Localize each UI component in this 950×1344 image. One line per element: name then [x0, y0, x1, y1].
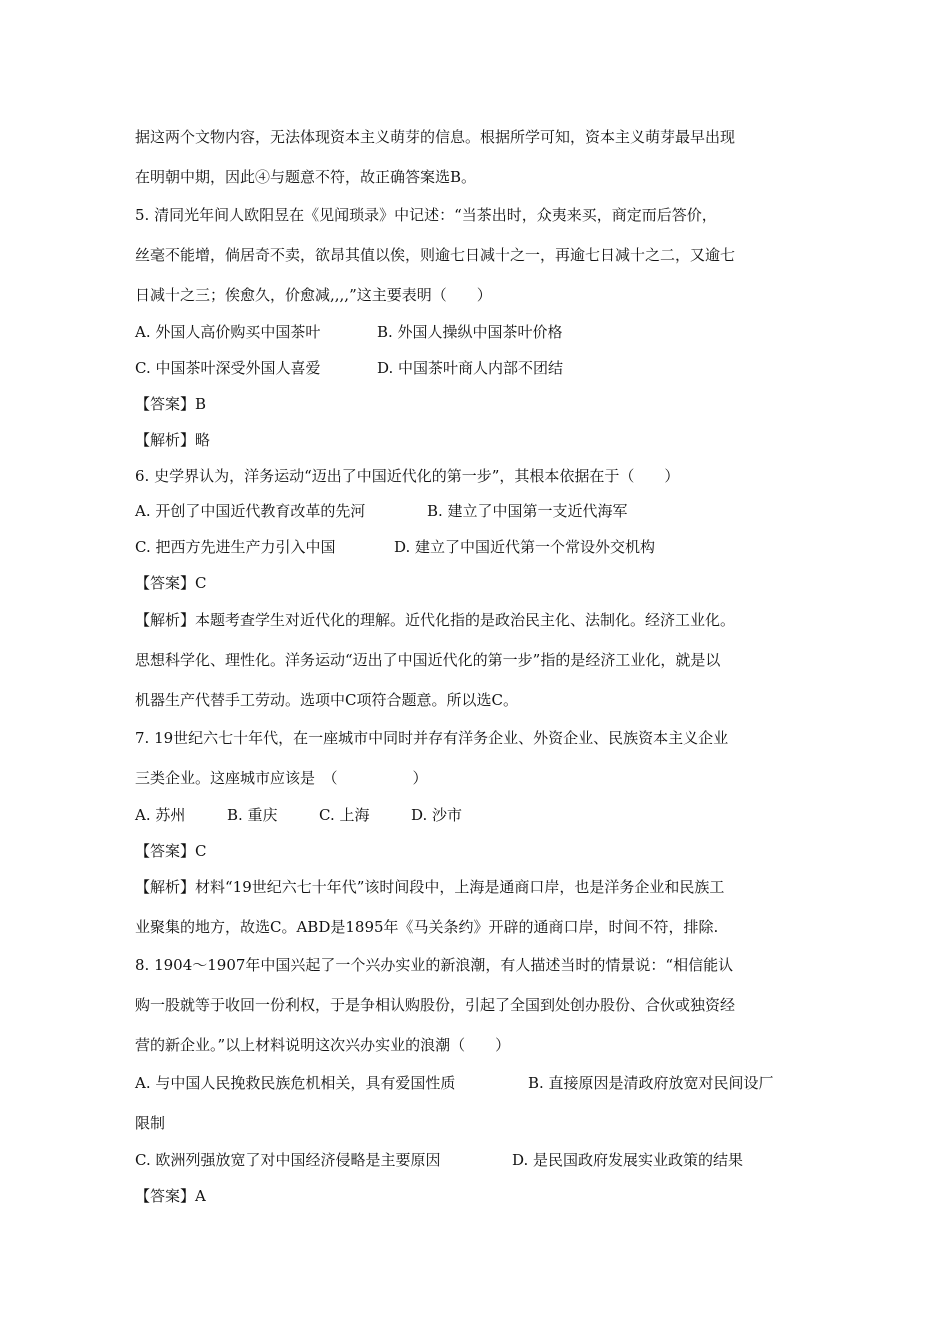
q6-analysis-line-2: 思想科学化、理性化。洋务运动“迈出了中国近代化的第一步”指的是经济工业化，就是以 [135, 651, 721, 669]
q8-options-row-1 [135, 1072, 774, 1094]
q6-answer: 【答案】C [135, 574, 207, 592]
q8-option-d: D. 是民国政府发展实业政策的结果 [512, 1151, 744, 1169]
q8-option-c: C. 欧洲列强放宽了对中国经济侵略是主要原因 [135, 1151, 441, 1169]
q6-option-c: C. 把西方先进生产力引入中国 [135, 538, 336, 556]
q8-option-a: A. 与中国人民挽救民族危机相关，具有爱国性质 [135, 1074, 456, 1092]
q8-options-row-2 [135, 1149, 743, 1171]
q6-stem: 6. 史学界认为，洋务运动“迈出了中国近代化的第一步”，其根本依据在于（ ） [135, 467, 680, 485]
q5-stem-line-2: 丝毫不能增，倘居奇不卖，欲昂其值以俟，则逾七日减十之一，再逾七日减十之二，又逾七 [135, 246, 736, 264]
q8-option-b-continued: 限制 [135, 1114, 166, 1132]
q8-answer: 【答案】A [135, 1187, 206, 1205]
q5-analysis: 【解析】略 [135, 431, 211, 449]
q8-stem-line-3: 营的新企业。”以上材料说明这次兴办实业的浪潮（ ） [135, 1036, 511, 1054]
q6-option-b: B. 建立了中国第一支近代海军 [427, 502, 628, 520]
q6-option-d: D. 建立了中国近代第一个常设外交机构 [394, 538, 656, 556]
q5-option-a: A. 外国人高价购买中国茶叶 [135, 323, 321, 341]
q8-option-b: B. 直接原因是清政府放宽对民间设厂 [528, 1074, 774, 1092]
q7-options-row [135, 804, 462, 826]
q5-option-d: D. 中国茶叶商人内部不团结 [377, 359, 564, 377]
q6-options-row-2 [135, 536, 655, 558]
q7-analysis-line-2: 业聚集的地方，故选C。ABD是1895年《马关条约》开辟的通商口岸，时间不符，排除. [135, 918, 719, 936]
q7-answer: 【答案】C [135, 842, 207, 860]
q5-options-row-2 [135, 357, 563, 379]
q8-stem-line-2: 购一股就等于收回一份利权，于是争相认购股份，引起了全国到处创办股份、合伙或独资经 [135, 996, 736, 1014]
q6-options-row-1 [135, 500, 628, 522]
q5-stem-line-1: 5. 清同光年间人欧阳昱在《见闻琐录》中记述：“当茶出时，众夷来买，商定而后答价， [135, 206, 717, 224]
q6-analysis-line-3: 机器生产代替手工劳动。选项中C项符合题意。所以选C。 [135, 691, 518, 709]
q8-stem-line-1: 8. 1904～1907年中国兴起了一个兴办实业的新浪潮，有人描述当时的情景说：“相信能认 [135, 956, 734, 974]
q7-option-c: C. 上海 [319, 806, 370, 824]
q5-options-row-1 [135, 321, 563, 343]
q5-option-b: B. 外国人操纵中国茶叶价格 [377, 323, 563, 341]
q5-answer: 【答案】B [135, 395, 207, 413]
q7-option-b: B. 重庆 [227, 806, 278, 824]
q6-option-a: A. 开创了中国近代教育改革的先河 [135, 502, 366, 520]
q7-option-a: A. 苏州 [135, 806, 186, 824]
q7-stem-line-1: 7. 19世纪六七十年代，在一座城市中同时并存有洋务企业、外资企业、民族资本主义企业 [135, 729, 729, 747]
intro-line-1: 据这两个文物内容，无法体现资本主义萌芽的信息。根据所学可知，资本主义萌芽最早出现 [135, 128, 736, 146]
intro-line-2: 在明朝中期，因此④与题意不符，故正确答案选B。 [135, 168, 477, 186]
q7-stem-line-2: 三类企业。这座城市应该是 （ ） [135, 769, 428, 787]
q7-option-d: D. 沙市 [411, 806, 463, 824]
q5-option-c: C. 中国茶叶深受外国人喜爱 [135, 359, 321, 377]
q5-stem-line-3: 日减十之三；俟愈久，价愈减,,,,”这主要表明（ ） [135, 286, 492, 304]
q6-analysis-line-1: 【解析】本题考查学生对近代化的理解。近代化指的是政治民主化、法制化。经济工业化。 [135, 611, 736, 629]
q7-analysis-line-1: 【解析】材料“19世纪六七十年代”该时间段中，上海是通商口岸，也是洋务企业和民族工 [135, 878, 725, 896]
